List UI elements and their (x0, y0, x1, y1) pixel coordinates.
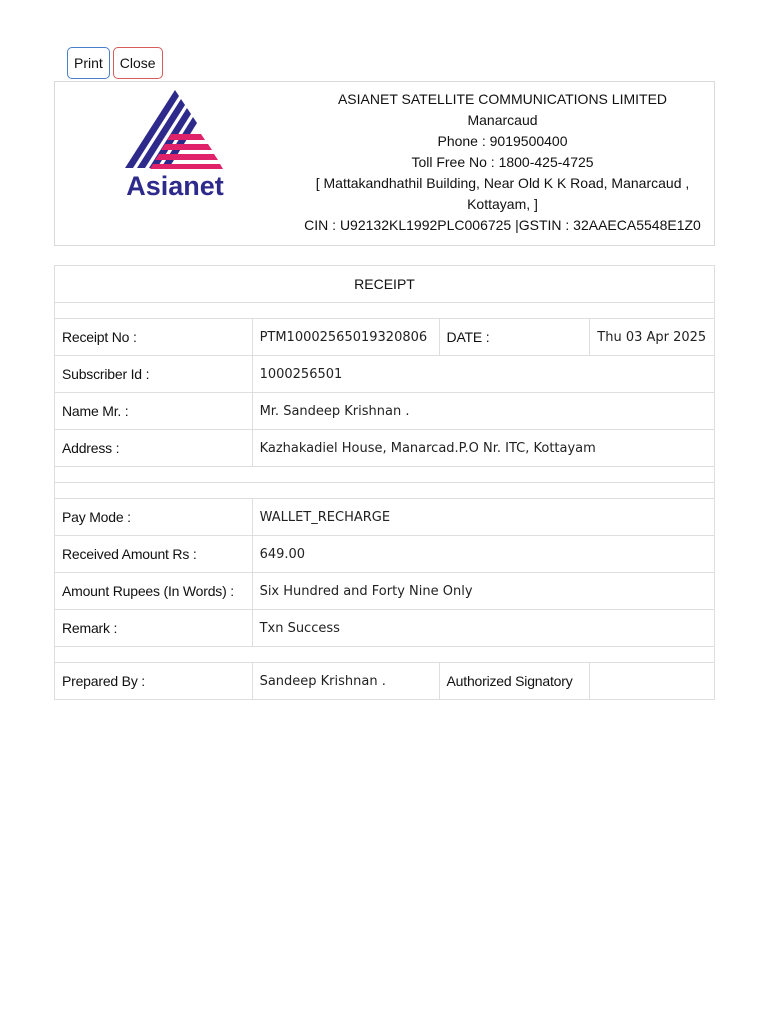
toolbar (67, 47, 163, 79)
subscriber-id-label: Subscriber Id : (55, 356, 253, 393)
table-row (55, 356, 715, 393)
company-cin-gstin: CIN : U92132KL1992PLC006725 |GSTIN : 32AAECA5548E1Z0 (304, 217, 701, 233)
print-button[interactable]: Print (67, 47, 110, 79)
table-row (55, 430, 715, 467)
table-row (55, 663, 715, 700)
remark-label: Remark : (55, 610, 253, 647)
received-amount-label: Received Amount Rs : (55, 536, 253, 573)
remark-value: Txn Success (252, 610, 714, 647)
address-label: Address : (55, 430, 253, 467)
table-row (55, 499, 715, 536)
table-row (55, 319, 715, 356)
date-label: DATE : (439, 319, 590, 356)
authorized-signatory-label: Authorized Signatory (439, 663, 590, 700)
spacer-row (55, 483, 715, 499)
company-phone: Phone : 9019500400 (437, 133, 568, 149)
company-location: Manarcaud (467, 112, 538, 128)
name-value: Mr. Sandeep Krishnan . (252, 393, 714, 430)
pay-mode-value: WALLET_RECHARGE (252, 499, 714, 536)
company-details (295, 89, 710, 236)
pay-mode-label: Pay Mode : (55, 499, 253, 536)
receipt-no-value: PTM10002565019320806 (252, 319, 439, 356)
subscriber-id-value: 1000256501 (252, 356, 714, 393)
receipt-no-label: Receipt No : (55, 319, 253, 356)
table-row (55, 573, 715, 610)
prepared-by-value: Sandeep Krishnan . (252, 663, 439, 700)
name-label: Name Mr. : (55, 393, 253, 430)
authorized-signatory-value (590, 663, 715, 700)
spacer-row (55, 467, 715, 483)
company-name: ASIANET SATELLITE COMMUNICATIONS LIMITED (337, 91, 668, 107)
logo-text: Asianet (126, 171, 224, 200)
close-button[interactable]: Close (113, 47, 163, 79)
date-value: Thu 03 Apr 2025 (590, 319, 715, 356)
company-address: [ Mattakandhathil Building, Near Old K K Road, Manarcaud , Kottayam, ] (315, 175, 690, 212)
table-row (55, 610, 715, 647)
address-value: Kazhakadiel House, Manarcad.P.O Nr. ITC, Kottayam (252, 430, 714, 467)
spacer-row (55, 303, 715, 319)
amount-words-value: Six Hundred and Forty Nine Only (252, 573, 714, 610)
receipt-title: RECEIPT (55, 266, 715, 303)
prepared-by-label: Prepared By : (55, 663, 253, 700)
asianet-logo (113, 88, 237, 200)
received-amount-value: 649.00 (252, 536, 714, 573)
company-toll-free: Toll Free No : 1800-425-4725 (411, 154, 594, 170)
spacer-row (55, 647, 715, 663)
amount-words-label: Amount Rupees (In Words) : (55, 573, 253, 610)
table-row (55, 536, 715, 573)
company-header (54, 81, 715, 246)
receipt-table (54, 265, 715, 700)
table-row (55, 393, 715, 430)
